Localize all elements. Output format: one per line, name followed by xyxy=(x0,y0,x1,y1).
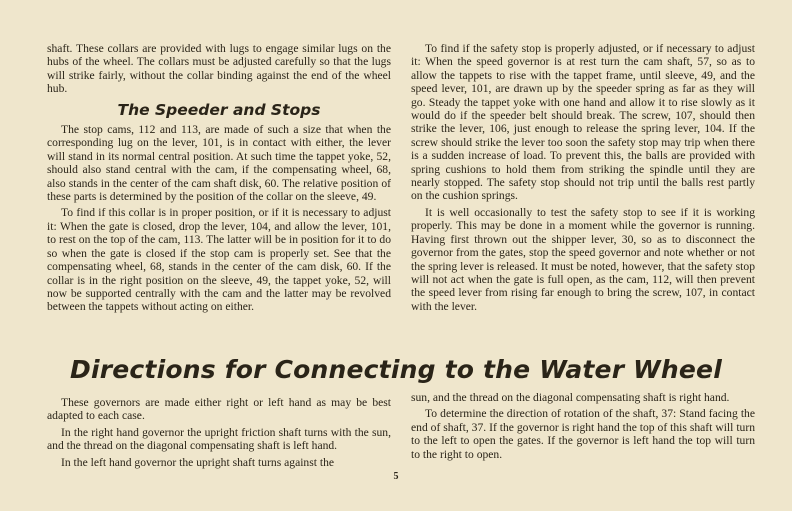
top-left-column xyxy=(47,42,391,317)
page-number: 5 xyxy=(393,471,399,482)
paragraph-collars: shaft. These collars are provided with lugs to engage similar lugs on the hubs of the wheel. The collars must be adjusted carefully so that the lugs will strike fairly, without the collar binding against the end of the wheel hub. xyxy=(47,42,391,96)
paragraph-right-hand-governor: In the right hand governor the upright friction shaft turns with the sun, and the thread on the diagonal compensating shaft is left hand. xyxy=(47,425,391,453)
paragraph-safety-stop-test: It is well occasionally to test the safety stop to see if it is working properly. This may be done in a moment while the governor is running. Having first thrown out the shipper lever, 30, so as to disconnect the governor from the gates, stop the speed governor and note whether or not the spring lever is released. It must be noted, however, that the safety stop will not act when the gate is full open, as the cam, 112, will then prevent the speed lever from rising far enough to bring the screw, 107, in contact with the lever. xyxy=(411,205,755,313)
top-right-column xyxy=(411,42,755,316)
subheading-speeder-and-stops: The Speeder and Stops xyxy=(117,100,321,119)
paragraph-governor-hand: These governors are made either right or left hand as may be best adapted to each case. xyxy=(47,396,391,423)
paragraph-collar-position: To find if this collar is in proper position, or if it is necessary to adjust it: When the gate is closed, drop the lever, 104, and allow the lever, 101, to rest on the top of the cam, 113. The latter will be in position for it to do so when the gate is closed if the stop cam is properly set. See that the compensating wheel, 68, stands in the center of the cam disk, 60. If the collar is in the right position on the sleeve, 49, the tappet yoke, 52, will now be supported centrally with the cam and the latter may be revolved between the tappets without acting on either. xyxy=(47,206,391,314)
paragraph-safety-stop-adjust: To find if the safety stop is properly adjusted, or if necessary to adjust it: When the speed governor is at rest turn the cam shaft, 57, so as to allow the tappets to rise with the tappet frame, until sleeve, 49, and the speed lever, 101, are drawn up by the speeder spring as far as they will go. Steady the tappet yoke with one hand and allow it to rise slowly as it would do if the speeder belt should break. The screw, 107, should then strike the lever, 106, just enough to release the spring lever, 104. If the screw should strike the lever too soon the safety stop may trip when there is a sudden increase of load. To prevent this, the balls are provided with spring cushions to hold them from striking the spindle until they are nearly stopped. The safety stop should not trip until the balls rest partly on the cushion springs. xyxy=(411,42,755,203)
paragraph-stop-cams: The stop cams, 112 and 113, are made of such a size that when the corresponding lug on the lever, 101, is in contact with either, the lever will stand in its normal central position. At such time the tappet yoke, 52, should also stand central with the cam, if the compensating wheel, 68, also stands in the center of the cam shaft disk, 60. The relative position of these parts is determined by the position of the collar on the sleeve, 49. xyxy=(47,123,391,204)
paragraph-rotation-direction: To determine the direction of rotation of the shaft, 37: Stand facing the end of shaft, 37. If the governor is right hand the top of this shaft will turn to the left to open the gates. If the governor is left hand the top will turn to the right to open. xyxy=(411,407,755,461)
paragraph-left-hand-governor: In the left hand governor the upright shaft turns against the xyxy=(61,455,335,469)
bottom-left-column xyxy=(47,396,391,472)
paragraph-thread-continued: sun, and the thread on the diagonal compensating shaft is right hand. xyxy=(411,391,730,404)
section-heading: Directions for Connecting to the Water Wheel xyxy=(70,355,722,384)
bottom-right-column xyxy=(411,391,755,464)
